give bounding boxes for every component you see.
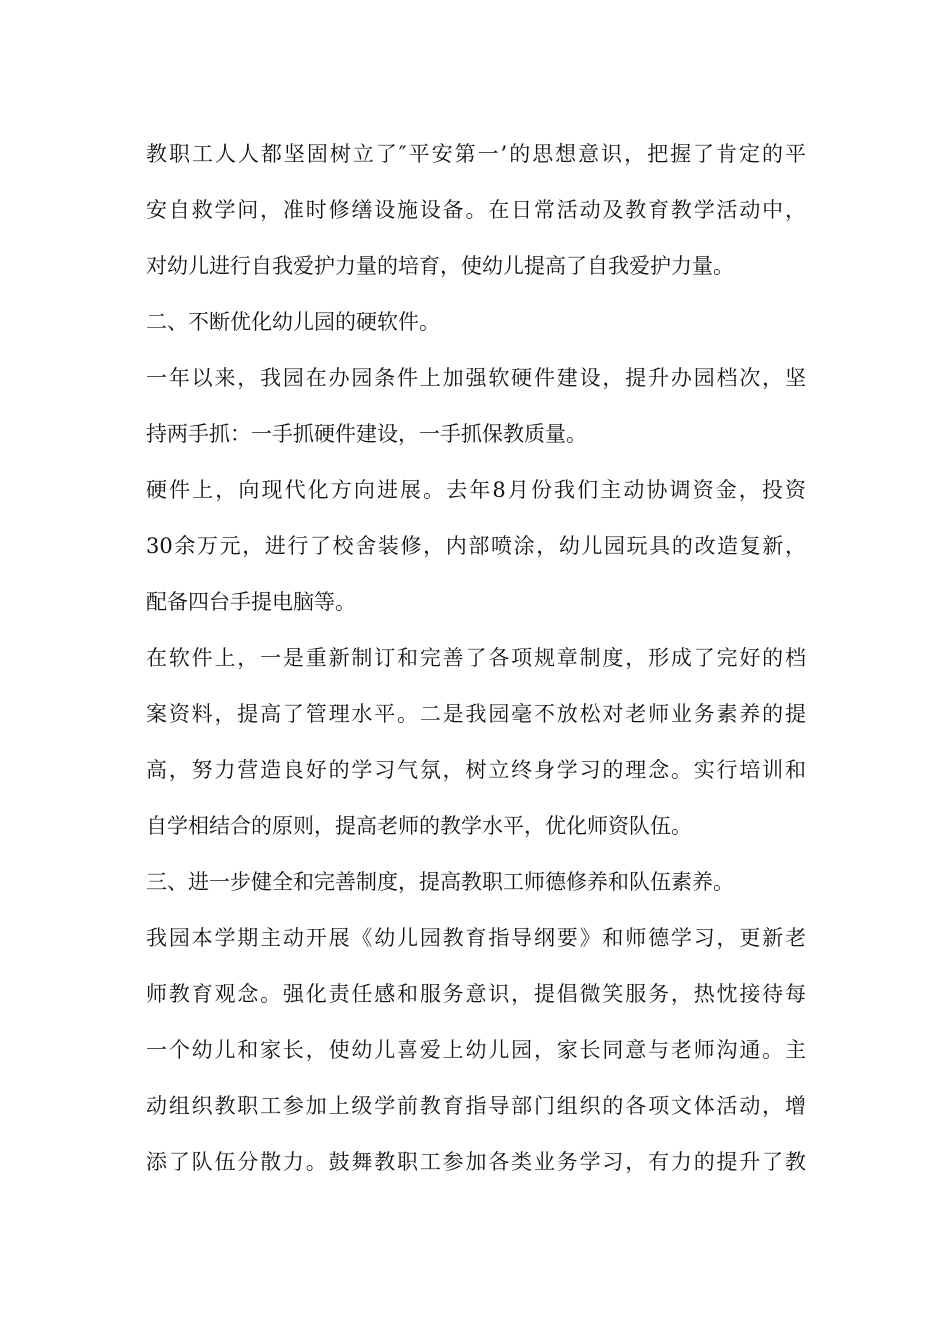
text-line: 添了队伍分散力。鼓舞教职工参加各类业务学习，有力的提升了教: [146, 1150, 806, 1174]
text-line: 配备四台手提电脑等。: [146, 590, 356, 614]
text-line: 对幼儿进行自我爱护力量的培育，使幼儿提高了自我爱护力量。: [146, 254, 734, 278]
text-line: 案资料，提高了管理水平。二是我园毫不放松对老师业务素养的提: [146, 702, 806, 726]
text-line: 自学相结合的原则，提高老师的教学水平，优化师资队伍。: [146, 814, 692, 838]
text-line: 安自救学问，准时修缮设施设备。在日常活动及教育教学活动中，: [146, 198, 806, 222]
document-body: [146, 134, 806, 1198]
text-line: 一年以来，我园在办园条件上加强软硬件建设，提升办园档次，坚: [146, 366, 806, 390]
text-line: 高，努力营造良好的学习气氛，树立终身学习的理念。实行培训和: [146, 758, 806, 782]
text-line: 持两手抓：一手抓硬件建设，一手抓保教质量。: [146, 422, 587, 446]
text-line: 一个幼儿和家长，使幼儿喜爱上幼儿园，家长同意与老师沟通。主: [146, 1038, 806, 1062]
text-line: 我园本学期主动开展《幼儿园教育指导纲要》和师德学习，更新老: [146, 926, 806, 950]
text-line: 在软件上，一是重新制订和完善了各项规章制度，形成了完好的档: [146, 646, 806, 670]
text-line: 动组织教职工参加上级学前教育指导部门组织的各项文体活动，增: [146, 1094, 806, 1118]
text-line: 教职工人人都坚固树立了″平安第一’的思想意识，把握了肯定的平: [146, 142, 806, 166]
text-line: 硬件上，向现代化方向进展。去年8月份我们主动协调资金，投资: [146, 478, 806, 502]
text-line: 师教育观念。强化责任感和服务意识，提倡微笑服务，热忱接待每: [146, 982, 806, 1006]
text-line: 30余万元，进行了校舍装修，内部喷涂，幼儿园玩具的改造复新，: [146, 534, 806, 558]
section-heading: 二、不断优化幼儿园的硬软件。: [146, 310, 440, 334]
section-heading: 三、进一步健全和完善制度，提高教职工师德修养和队伍素养。: [146, 870, 734, 894]
